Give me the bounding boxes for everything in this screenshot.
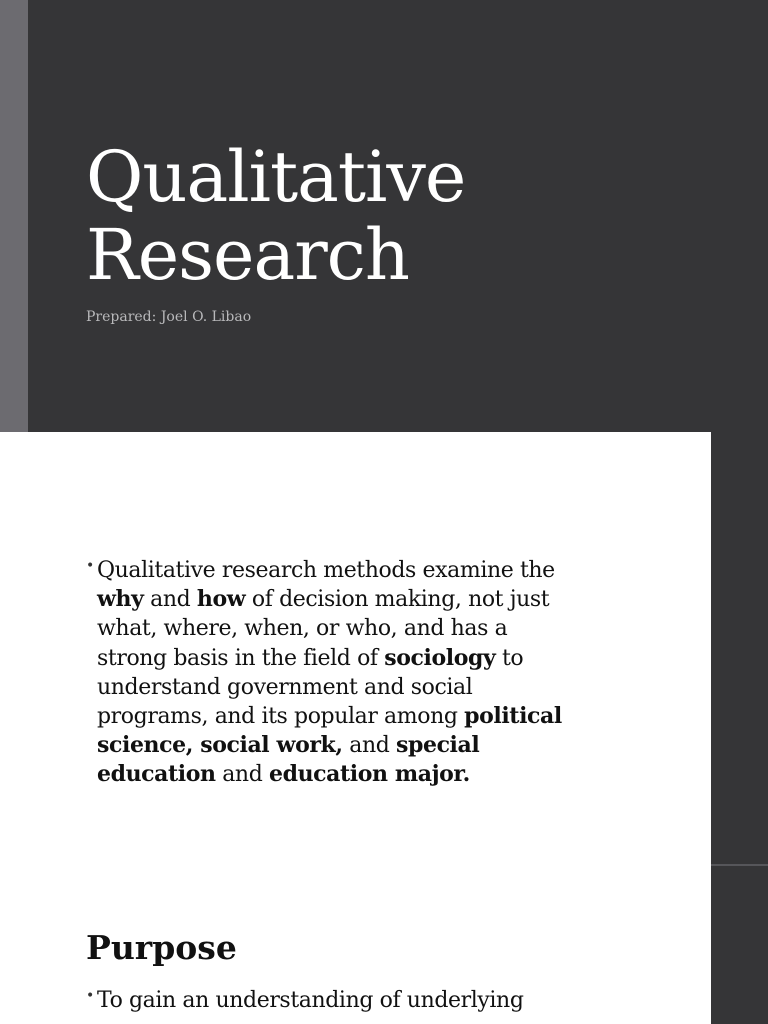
text-run: programs, and its popular among	[97, 704, 465, 730]
text-line	[97, 585, 626, 614]
slide-subtitle: Prepared: Joel O. Libao	[86, 309, 252, 325]
text-run: and	[215, 762, 269, 788]
text-line	[97, 731, 626, 760]
bold-term: why	[97, 586, 144, 613]
text-line	[97, 760, 626, 789]
text-line: To gain an understanding of underlying	[97, 988, 524, 1013]
bullet-item	[86, 986, 686, 1015]
bold-term: how	[196, 586, 246, 613]
bold-term: political	[464, 703, 562, 730]
text-line	[97, 702, 626, 731]
title-line: Qualitative	[86, 136, 466, 218]
text-run: and	[342, 733, 396, 759]
bullet-paragraph	[86, 986, 686, 1015]
slide-divider	[711, 864, 768, 866]
text-line	[97, 614, 626, 643]
text-line	[97, 644, 626, 673]
slide-title	[86, 138, 726, 294]
text-run: Qualitative research methods examine the	[97, 558, 555, 583]
text-run: understand government and social	[97, 674, 473, 700]
title-slide	[0, 0, 768, 432]
title-line: Research	[86, 214, 409, 296]
text-run: what, where, when, or who, and has a	[97, 616, 508, 642]
bullet-item	[86, 556, 626, 790]
slide-accent-bar	[0, 0, 28, 432]
text-run: and	[143, 587, 197, 613]
bullet-icon: •	[86, 558, 94, 574]
text-run: to	[495, 645, 524, 671]
text-run: strong basis in the field of	[97, 645, 385, 671]
text-line	[97, 673, 626, 702]
section-heading: Purpose	[86, 928, 237, 967]
bold-term: science, social work,	[97, 732, 343, 759]
content-slide	[0, 432, 711, 1024]
bold-term: sociology	[384, 644, 496, 671]
bold-term: special	[396, 732, 480, 759]
text-run: of decision making, not just	[245, 587, 550, 613]
bold-term: education major.	[268, 761, 470, 788]
bullet-icon: •	[86, 988, 94, 1004]
text-line	[97, 556, 626, 585]
bold-term: education	[97, 761, 216, 788]
bullet-paragraph	[86, 556, 626, 790]
